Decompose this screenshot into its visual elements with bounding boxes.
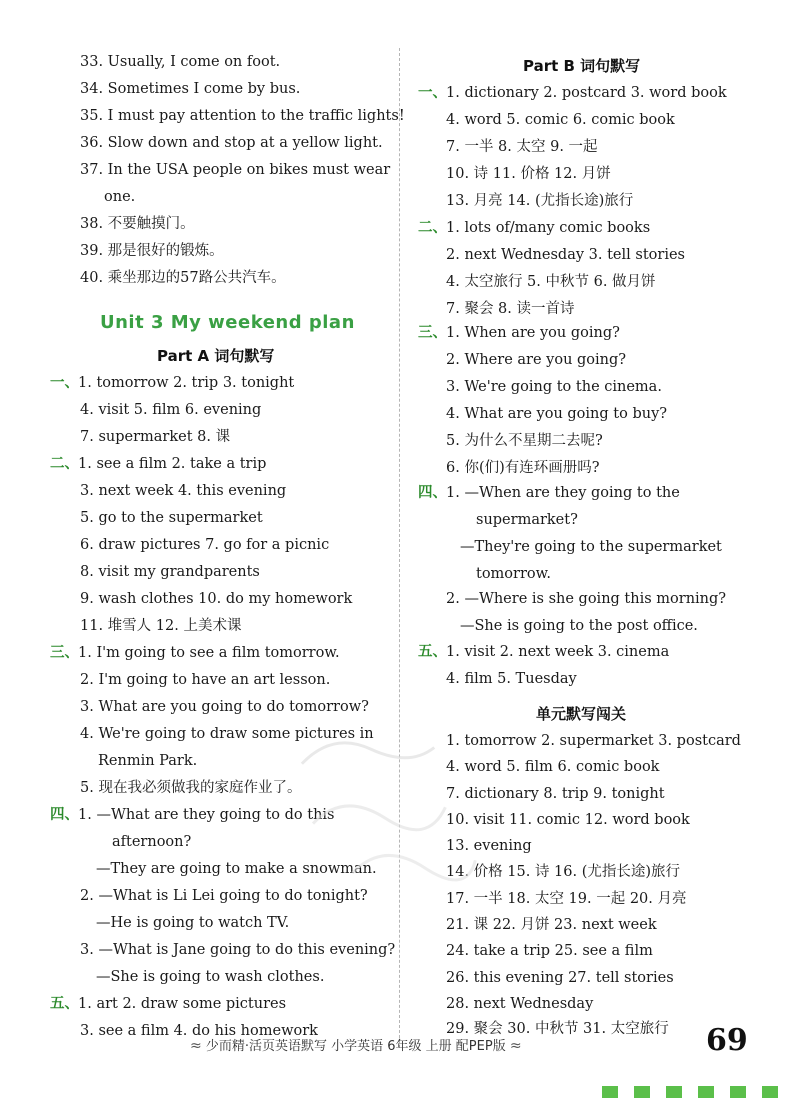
answer-line: tomorrow.: [476, 566, 551, 582]
section-number: 二、: [418, 220, 447, 236]
answer-line: —They're going to the supermarket: [460, 539, 722, 555]
answer-line: 3. We're going to the cinema.: [446, 379, 662, 395]
answer-line: 7. supermarket 8. 课: [80, 429, 231, 445]
answer-line: 1. tomorrow 2. supermarket 3. postcard: [446, 733, 741, 749]
green-square-icon: [666, 1086, 682, 1098]
answer-line: 21. 课 22. 月饼 23. next week: [446, 917, 657, 933]
answer-line: 17. 一半 18. 太空 19. 一起 20. 月亮: [446, 891, 687, 907]
answer-line: 10. visit 11. comic 12. word book: [446, 812, 690, 828]
answer-line: one.: [104, 189, 136, 205]
answer-line: 5. 为什么不星期二去呢?: [446, 433, 603, 449]
answer-line: 3. —What is Jane going to do this evening?: [80, 942, 396, 958]
green-square-icon: [698, 1086, 714, 1098]
answer-line: 4. film 5. Tuesday: [446, 671, 577, 687]
answer-line: 34. Sometimes I come by bus.: [80, 81, 301, 97]
answer-line: 1. When are you going?: [446, 325, 620, 341]
answer-line: 1. tomorrow 2. trip 3. tonight: [78, 375, 295, 391]
answer-line: 1. visit 2. next week 3. cinema: [446, 644, 670, 660]
answer-line: 3. next week 4. this evening: [80, 483, 287, 499]
answer-line: 4. visit 5. film 6. evening: [80, 402, 262, 418]
answer-line: —He is going to watch TV.: [96, 915, 290, 931]
wave-right-icon: ≈: [509, 1038, 522, 1054]
answer-line: 4. We're going to draw some pictures in: [80, 726, 374, 742]
unit-test-title: 单元默写闯关: [536, 705, 627, 723]
answer-line: 14. 价格 15. 诗 16. (尤指长途)旅行: [446, 864, 681, 880]
answer-line: 1. —When are they going to the: [446, 485, 680, 501]
section-number: 四、: [50, 807, 79, 823]
answer-line: 7. 一半 8. 太空 9. 一起: [446, 139, 598, 155]
answer-line: 13. evening: [446, 838, 532, 854]
answer-line: 4. 太空旅行 5. 中秋节 6. 做月饼: [446, 274, 656, 290]
green-square-icon: [730, 1086, 746, 1098]
answer-line: 35. I must pay attention to the traffic lights!: [80, 108, 405, 124]
answer-line: 7. 聚会 8. 读一首诗: [446, 301, 575, 317]
section-number: 四、: [418, 485, 447, 501]
answer-line: 2. —What is Li Lei going to do tonight?: [80, 888, 368, 904]
answer-line: 24. take a trip 25. see a film: [446, 943, 653, 959]
answer-line: —She is going to wash clothes.: [96, 969, 325, 985]
answer-line: 1. dictionary 2. postcard 3. word book: [446, 85, 727, 101]
answer-line: 6. draw pictures 7. go for a picnic: [80, 537, 330, 553]
footer-book-info: 少而精·活页英语默写 小学英语 6年级 上册 配PEP版: [205, 1039, 506, 1054]
answer-line: 3. see a film 4. do his homework: [80, 1023, 318, 1039]
answer-line: 5. go to the supermarket: [80, 510, 263, 526]
answer-line: afternoon?: [112, 834, 192, 850]
answer-line: 7. dictionary 8. trip 9. tonight: [446, 786, 665, 802]
answer-line: Renmin Park.: [98, 753, 198, 769]
answer-line: 40. 乘坐那边的57路公共汽车。: [80, 270, 286, 286]
answer-line: 9. wash clothes 10. do my homework: [80, 591, 353, 607]
answer-line: —They are going to make a snowman.: [96, 861, 377, 877]
footer-title: [190, 1035, 522, 1054]
answer-line: 4. word 5. comic 6. comic book: [446, 112, 675, 128]
answer-line: 29. 聚会 30. 中秋节 31. 太空旅行: [446, 1021, 669, 1037]
answer-line: 5. 现在我必须做我的家庭作业了。: [80, 780, 302, 796]
answer-line: 2. —Where is she going this morning?: [446, 591, 727, 607]
answer-line: 1. lots of/many comic books: [446, 220, 651, 236]
answer-line: supermarket?: [476, 512, 578, 528]
answer-line: 13. 月亮 14. (尤指长途)旅行: [446, 193, 634, 209]
part-a-title: Part A 词句默写: [157, 347, 275, 365]
answer-line: 28. next Wednesday: [446, 996, 594, 1012]
section-number: 一、: [50, 375, 79, 391]
answer-line: 11. 堆雪人 12. 上美术课: [80, 618, 242, 634]
answer-line: 4. What are you going to buy?: [446, 406, 668, 422]
answer-line: 39. 那是很好的锻炼。: [80, 243, 224, 259]
answer-line: 3. What are you going to do tomorrow?: [80, 699, 369, 715]
page-number: 69: [706, 1023, 748, 1058]
green-square-icon: [602, 1086, 618, 1098]
answer-line: 2. next Wednesday 3. tell stories: [446, 247, 685, 263]
answer-line: 33. Usually, I come on foot.: [80, 54, 281, 70]
faint-stamp-watermark: [273, 681, 517, 949]
answer-line: 1. I'm going to see a film tomorrow.: [78, 645, 340, 661]
answer-line: 6. 你(们)有连环画册吗?: [446, 460, 600, 476]
answer-line: 1. art 2. draw some pictures: [78, 996, 287, 1012]
page-footer: [0, 1020, 800, 1112]
green-square-icon: [762, 1086, 778, 1098]
part-b-title: Part B 词句默写: [523, 57, 641, 75]
section-number: 三、: [418, 325, 447, 341]
unit-title: Unit 3 My weekend plan: [100, 312, 355, 333]
section-number: 三、: [50, 645, 79, 661]
answer-line: 37. In the USA people on bikes must wear: [80, 162, 391, 178]
answer-line: 38. 不要触摸门。: [80, 216, 195, 232]
section-number: 五、: [50, 996, 79, 1012]
answer-line: 4. word 5. film 6. comic book: [446, 759, 660, 775]
answer-line: 1. —What are they going to do this: [78, 807, 335, 823]
answer-line: 36. Slow down and stop at a yellow light.: [80, 135, 383, 151]
answer-line: 10. 诗 11. 价格 12. 月饼: [446, 166, 611, 182]
answer-line: 2. Where are you going?: [446, 352, 627, 368]
section-number: 五、: [418, 644, 447, 660]
answer-line: 2. I'm going to have an art lesson.: [80, 672, 331, 688]
answer-line: 1. see a film 2. take a trip: [78, 456, 267, 472]
answer-line: 26. this evening 27. tell stories: [446, 970, 674, 986]
answer-line: —She is going to the post office.: [460, 618, 698, 634]
section-number: 一、: [418, 85, 447, 101]
section-number: 二、: [50, 456, 79, 472]
green-square-icon: [634, 1086, 650, 1098]
wave-left-icon: ≈: [190, 1038, 202, 1054]
answer-line: 8. visit my grandparents: [80, 564, 260, 580]
